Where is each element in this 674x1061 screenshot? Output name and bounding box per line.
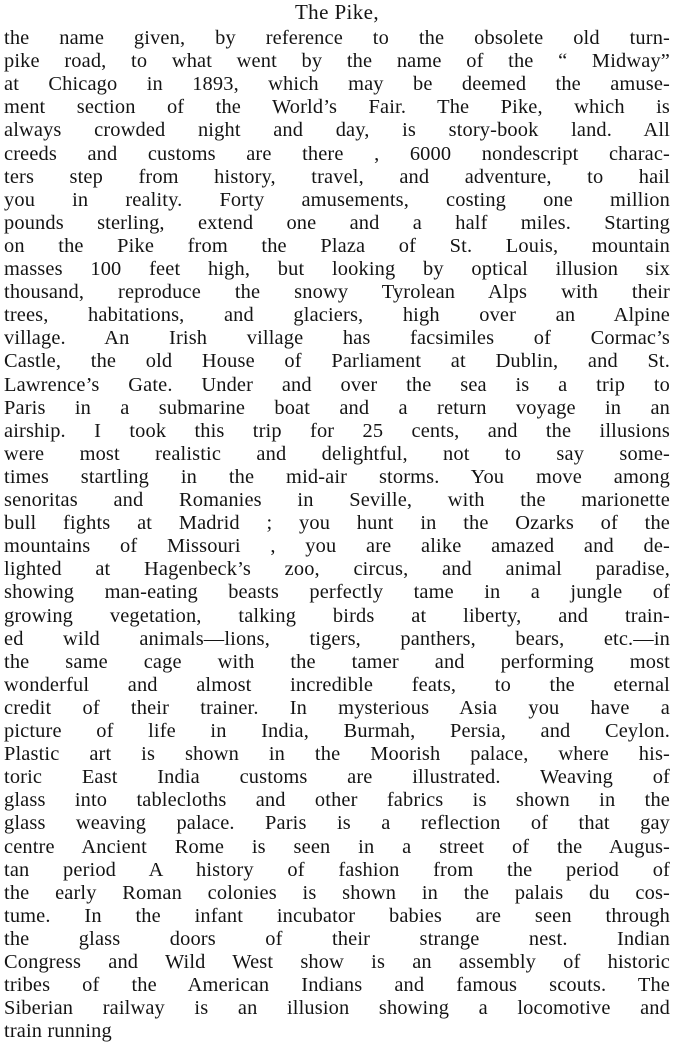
body-text-line: pounds sterling, extend one and a half miles. Starting — [4, 211, 670, 234]
body-text-line: the same cage with the tamer and performing most — [4, 650, 670, 673]
body-text-line: times startling in the mid-air storms. You move among — [4, 465, 670, 488]
body-text-line: Paris in a submarine boat and a return voyage in an — [4, 396, 670, 419]
body-text-line: bull fights at Madrid ; you hunt in the Ozarks of the — [4, 512, 670, 535]
body-text-line: senoritas and Romanies in Seville, with the marionette — [4, 489, 670, 511]
body-text-line: at Chicago in 1893, which may be deemed the amuse- — [4, 73, 670, 96]
body-text-line: picture of life in India, Burmah, Persia, and Ceylon. — [4, 720, 670, 742]
body-text-line: lighted at Hagenbeck’s zoo, circus, and animal paradise, — [4, 558, 670, 581]
body-text-line: Plastic art is shown in the Moorish palace, where his- — [4, 743, 670, 766]
body-text-line: Lawrence’s Gate. Under and over the sea is a trip to — [4, 373, 670, 396]
body-text-line: Congress and Wild West show is an assembly of historic — [4, 951, 670, 973]
article-title: The Pike, — [294, 0, 380, 24]
body-text-line: thousand, reproduce the snowy Tyrolean Alps with their — [4, 281, 670, 304]
body-text-line: trees, habitations, and glaciers, high over an Alpine — [4, 304, 670, 327]
body-text-line: tribes of the American Indians and famous scouts. The — [4, 974, 670, 997]
body-text-line: growing vegetation, talking birds at liberty, and train- — [4, 604, 670, 627]
body-text-line: the name given, by reference to the obsolete old turn- — [4, 27, 670, 49]
body-text-line: glass weaving palace. Paris is a reflection of that gay — [4, 812, 670, 835]
body-text-line: glass into tablecloths and other fabrics is shown in the — [4, 789, 670, 812]
body-text-line: airship. I took this trip for 25 cents, and the illusions — [4, 419, 670, 442]
body-text-line: the early Roman colonies is shown in the palais du cos- — [4, 881, 670, 904]
body-text-line: creeds and customs are there , 6000 nondescript charac- — [4, 142, 670, 165]
body-text-line: you in reality. Forty amusements, costing one million — [4, 188, 670, 211]
body-text-line: pike road, to what went by the name of the “ Midway” — [4, 50, 670, 73]
body-text-line: always crowded night and day, is story-book land. All — [4, 119, 670, 142]
body-text-line: Siberian railway is an illusion showing a locomotive and — [4, 997, 670, 1020]
body-text-line: toric East India customs are illustrated. Weaving of — [4, 766, 670, 789]
body-text-line: Castle, the old House of Parliament at Dublin, and St. — [4, 350, 670, 373]
body-text-line: were most realistic and delightful, not to say some- — [4, 442, 670, 465]
body-text-line: credit of their trainer. In mysterious Asia you have a — [4, 696, 670, 719]
body-text-line: ment section of the World’s Fair. The Pike, which is — [4, 96, 670, 119]
body-text-line: ed wild animals—lions, tigers, panthers, bears, etc.—in — [4, 627, 670, 650]
body-text-line: centre Ancient Rome is seen in a street of the Augus- — [4, 835, 670, 858]
body-text-line: masses 100 feet high, but looking by optical illusion six — [4, 258, 670, 280]
body-text-line: village. An Irish village has facsimiles of Cormac’s — [4, 327, 670, 350]
body-text-line: train running — [4, 1020, 112, 1043]
body-text-line: on the Pike from the Plaza of St. Louis, mountain — [4, 234, 670, 257]
body-text-line: tume. In the infant incubator babies are seen through — [4, 904, 670, 927]
body-text-line: ters step from history, travel, and adventure, to hail — [4, 165, 670, 188]
body-text-line: tan period A history of fashion from the period of — [4, 858, 670, 881]
body-text-line: the glass doors of their strange nest. Indian — [4, 927, 670, 950]
body-text-line: showing man-eating beasts perfectly tame in a jungle of — [4, 581, 670, 604]
body-text-line: wonderful and almost incredible feats, to the eternal — [4, 673, 670, 696]
body-text-line: mountains of Missouri , you are alike amazed and de- — [4, 535, 670, 558]
